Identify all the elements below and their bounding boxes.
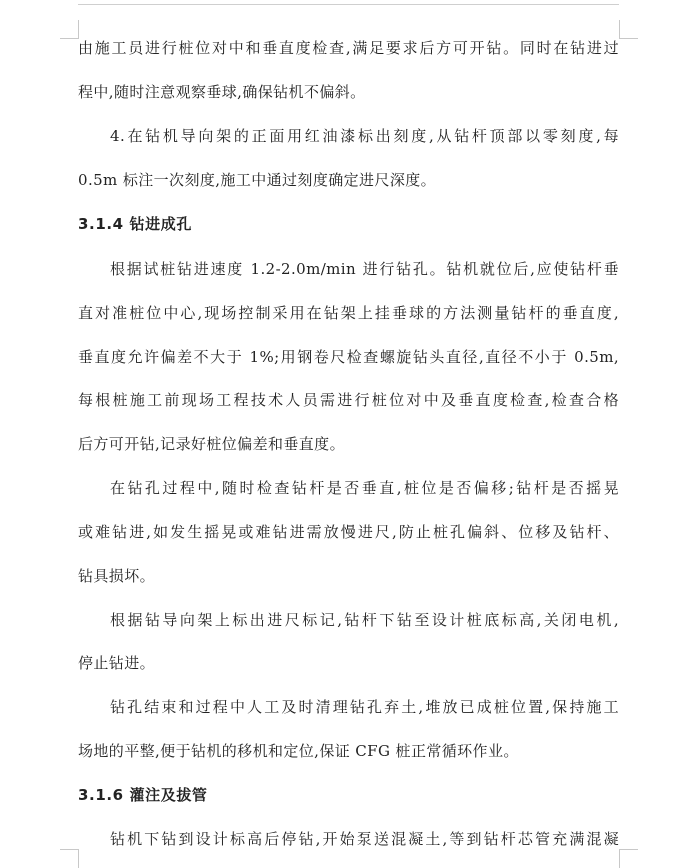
body-text-line: 直对准桩位中心,现场控制采用在钻架上挂垂球的方法测量钻杆的垂直度, <box>78 304 619 322</box>
body-text-line: 在钻孔过程中,随时检查钻杆是否垂直,桩位是否偏移;钻杆是否摇晃 <box>110 479 619 497</box>
body-text-line: 程中,随时注意观察垂球,确保钻机不偏斜。 <box>78 83 366 101</box>
margin-corner-top-left <box>60 20 79 39</box>
section-heading-3-1-6: 3.1.6 灌注及拔管 <box>78 786 208 804</box>
margin-corner-top-right <box>619 20 638 39</box>
body-text-line: 钻孔结束和过程中人工及时清理钻孔弃土,堆放已成桩位置,保持施工 <box>110 698 619 716</box>
body-text-line: 每根桩施工前现场工程技术人员需进行桩位对中及垂直度检查,检查合格 <box>78 391 619 409</box>
body-text-line: 场地的平整,便于钻机的移机和定位,保证 CFG 桩正常循环作业。 <box>78 742 519 760</box>
page-top-edge <box>78 4 619 5</box>
body-text-line: 由施工员进行桩位对中和垂直度检查,满足要求后方可开钻。同时在钻进过 <box>78 39 619 57</box>
body-text-line: 垂直度允许偏差不大于 1%;用钢卷尺检查螺旋钻头直径,直径不小于 0.5m, <box>78 348 619 366</box>
body-text-line: 停止钻进。 <box>78 654 156 672</box>
margin-corner-bottom-right <box>619 849 638 868</box>
body-text-line: 0.5m 标注一次刻度,施工中通过刻度确定进尺深度。 <box>78 171 437 189</box>
body-text-line: 根据钻导向架上标出进尺标记,钻杆下钻至设计桩底标高,关闭电机, <box>110 611 619 629</box>
body-text-line: 4.在钻机导向架的正面用红油漆标出刻度,从钻杆顶部以零刻度,每 <box>110 127 619 145</box>
body-text-line: 后方可开钻,记录好桩位偏差和垂直度。 <box>78 435 345 453</box>
section-heading-3-1-4: 3.1.4 钻进成孔 <box>78 215 192 233</box>
body-text-line: 根据试桩钻进速度 1.2-2.0m/min 进行钻孔。钻机就位后,应使钻杆垂 <box>110 260 619 278</box>
margin-corner-bottom-left <box>60 849 79 868</box>
body-text-line: 钻机下钻到设计标高后停钻,开始泵送混凝土,等到钻杆芯管充满混凝 <box>110 830 619 848</box>
body-text-line: 或难钻进,如发生摇晃或难钻进需放慢进尺,防止桩孔偏斜、位移及钻杆、 <box>78 523 619 541</box>
body-text-line: 钻具损坏。 <box>78 567 156 585</box>
